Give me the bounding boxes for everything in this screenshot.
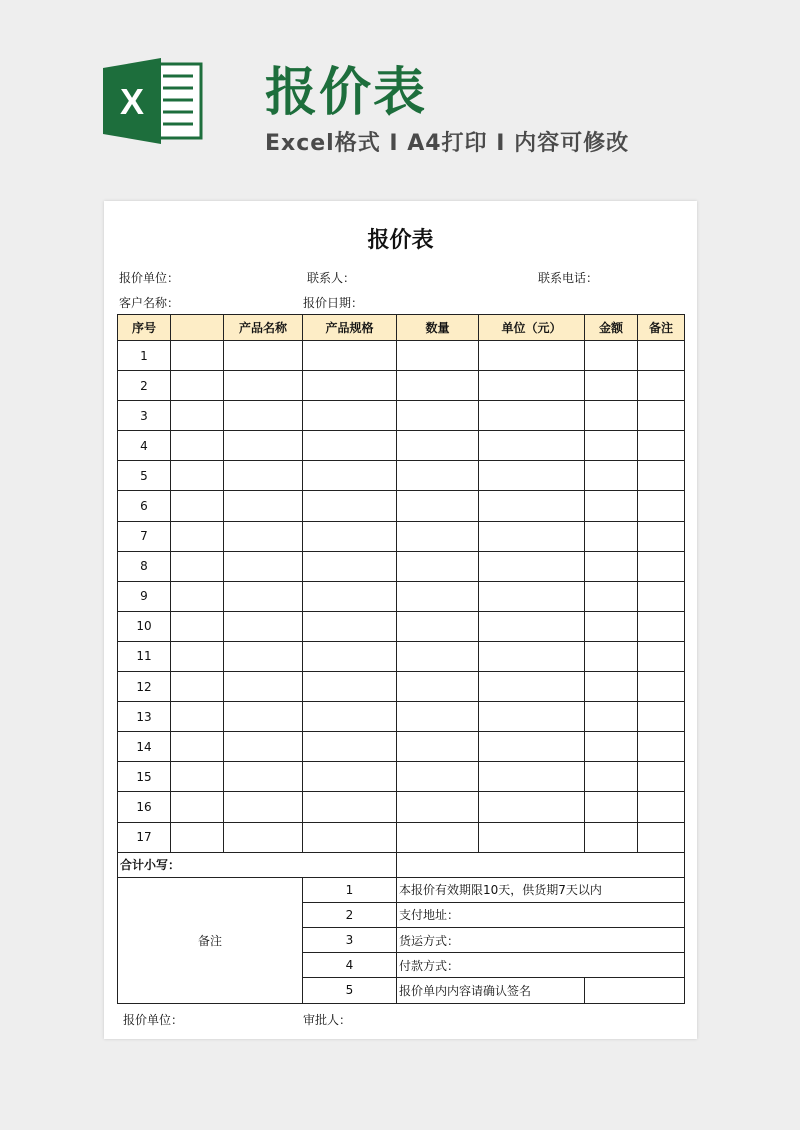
table-cell[interactable] — [479, 521, 585, 551]
table-cell[interactable] — [479, 401, 585, 431]
note-number: 4 — [303, 953, 397, 978]
table-header-row — [118, 315, 685, 341]
col-header-index: 序号 — [118, 315, 171, 341]
table-cell[interactable] — [397, 581, 479, 611]
table-cell[interactable] — [224, 401, 303, 431]
table-cell[interactable] — [638, 641, 685, 671]
col-header-remark: 备注 — [638, 315, 685, 341]
table-cell[interactable] — [171, 491, 224, 521]
col-header-amount: 金额 — [585, 315, 638, 341]
table-cell[interactable] — [479, 792, 585, 822]
row-index: 6 — [118, 491, 171, 521]
sheet-title: 报价表 — [367, 228, 434, 253]
table-cell[interactable] — [638, 461, 685, 491]
row-index: 10 — [118, 611, 171, 641]
row-index: 1 — [118, 341, 171, 371]
quote-date-label: 报价日期： — [303, 296, 364, 310]
remarks-label: 备注 — [118, 877, 303, 1003]
quote-unit-label: 报价单位： — [119, 271, 180, 285]
table-cell[interactable] — [224, 431, 303, 461]
table-cell[interactable] — [303, 401, 397, 431]
table-row — [118, 551, 685, 581]
table-row — [118, 461, 685, 491]
table-cell[interactable] — [585, 581, 638, 611]
table-cell[interactable] — [397, 822, 479, 852]
row-index: 15 — [118, 762, 171, 792]
col-header-quantity: 数量 — [397, 315, 479, 341]
table-cell[interactable] — [171, 581, 224, 611]
table-cell[interactable] — [397, 732, 479, 762]
table-row — [118, 732, 685, 762]
note-text[interactable]: 本报价有效期限10天，供货期7天以内 — [397, 877, 685, 902]
row-index: 16 — [118, 792, 171, 822]
table-cell[interactable] — [479, 461, 585, 491]
signature-cell[interactable] — [585, 978, 685, 1003]
note-text[interactable]: 报价单内内容请确认签名 — [397, 978, 585, 1003]
row-index: 9 — [118, 581, 171, 611]
table-cell[interactable] — [638, 732, 685, 762]
table-cell[interactable] — [303, 521, 397, 551]
table-cell[interactable] — [303, 672, 397, 702]
table-cell[interactable] — [303, 581, 397, 611]
table-cell[interactable] — [638, 611, 685, 641]
table-row — [118, 341, 685, 371]
table-cell[interactable] — [638, 792, 685, 822]
col-header-product-spec: 产品规格 — [303, 315, 397, 341]
table-cell[interactable] — [585, 762, 638, 792]
table-cell[interactable] — [224, 822, 303, 852]
phone-label: 联系电话： — [538, 271, 599, 285]
table-cell[interactable] — [171, 672, 224, 702]
table-cell[interactable] — [224, 371, 303, 401]
table-cell[interactable] — [479, 611, 585, 641]
table-cell[interactable] — [171, 551, 224, 581]
table-cell[interactable] — [585, 491, 638, 521]
table-cell[interactable] — [171, 641, 224, 671]
table-cell[interactable] — [397, 341, 479, 371]
table-cell[interactable] — [303, 702, 397, 732]
table-cell[interactable] — [585, 461, 638, 491]
table-row — [118, 611, 685, 641]
table-cell[interactable] — [303, 822, 397, 852]
table-cell[interactable] — [224, 581, 303, 611]
note-text[interactable]: 付款方式： — [397, 953, 685, 978]
row-index: 8 — [118, 551, 171, 581]
table-cell[interactable] — [479, 431, 585, 461]
summary-value-cell[interactable] — [397, 852, 685, 877]
table-cell[interactable] — [171, 521, 224, 551]
table-cell[interactable] — [303, 792, 397, 822]
table-cell[interactable] — [585, 551, 638, 581]
table-cell[interactable] — [638, 581, 685, 611]
note-number: 3 — [303, 927, 397, 952]
table-row — [118, 792, 685, 822]
table-cell[interactable] — [224, 762, 303, 792]
table-cell[interactable] — [171, 431, 224, 461]
summary-row — [118, 852, 685, 877]
table-cell[interactable] — [171, 611, 224, 641]
customer-label: 客户名称： — [119, 296, 180, 310]
table-cell[interactable] — [585, 431, 638, 461]
footer-quote-unit-label: 报价单位： — [123, 1013, 184, 1027]
table-cell[interactable] — [638, 431, 685, 461]
excel-logo-icon — [103, 58, 203, 144]
table-row — [118, 371, 685, 401]
table-cell[interactable] — [397, 431, 479, 461]
banner-title: 报价表 — [265, 63, 428, 123]
table-cell[interactable] — [397, 641, 479, 671]
banner-subtitle: Excel格式 I A4打印 I 内容可修改 — [265, 131, 630, 156]
table-cell[interactable] — [171, 702, 224, 732]
table-cell[interactable] — [397, 521, 479, 551]
svg-text:X: X — [119, 81, 145, 122]
table-cell[interactable] — [397, 792, 479, 822]
table-cell[interactable] — [171, 461, 224, 491]
table-cell[interactable] — [479, 762, 585, 792]
table-row — [118, 491, 685, 521]
table-cell[interactable] — [397, 491, 479, 521]
table-cell[interactable] — [638, 401, 685, 431]
col-header-unit-price: 单位（元） — [479, 315, 585, 341]
table-cell[interactable] — [585, 341, 638, 371]
table-cell[interactable] — [585, 672, 638, 702]
table-cell[interactable] — [224, 702, 303, 732]
contact-label: 联系人： — [307, 271, 356, 285]
row-index: 7 — [118, 521, 171, 551]
table-cell[interactable] — [638, 491, 685, 521]
table-cell[interactable] — [638, 341, 685, 371]
col-header-product-name: 产品名称 — [224, 315, 303, 341]
note-number: 2 — [303, 902, 397, 927]
table-cell[interactable] — [303, 762, 397, 792]
table-cell[interactable] — [397, 672, 479, 702]
table-cell[interactable] — [585, 371, 638, 401]
table-cell[interactable] — [303, 461, 397, 491]
table-cell[interactable] — [585, 792, 638, 822]
table-cell[interactable] — [171, 732, 224, 762]
table-cell[interactable] — [397, 401, 479, 431]
table-cell[interactable] — [303, 371, 397, 401]
table-cell[interactable] — [303, 611, 397, 641]
table-row — [118, 762, 685, 792]
table-row — [118, 521, 685, 551]
table-cell[interactable] — [224, 611, 303, 641]
table-cell[interactable] — [303, 341, 397, 371]
table-cell[interactable] — [171, 341, 224, 371]
table-cell[interactable] — [224, 641, 303, 671]
row-index: 5 — [118, 461, 171, 491]
table-cell[interactable] — [397, 611, 479, 641]
note-number: 5 — [303, 978, 397, 1003]
approver-label: 审批人： — [303, 1013, 352, 1027]
table-cell[interactable] — [638, 672, 685, 702]
row-index: 14 — [118, 732, 171, 762]
table-cell[interactable] — [479, 371, 585, 401]
table-cell[interactable] — [585, 732, 638, 762]
table-cell[interactable] — [479, 822, 585, 852]
table-cell[interactable] — [224, 792, 303, 822]
row-index: 17 — [118, 822, 171, 852]
table-cell[interactable] — [479, 641, 585, 671]
table-cell[interactable] — [585, 611, 638, 641]
table-cell[interactable] — [224, 341, 303, 371]
table-cell[interactable] — [638, 762, 685, 792]
row-index: 4 — [118, 431, 171, 461]
table-cell[interactable] — [303, 551, 397, 581]
table-cell[interactable] — [397, 371, 479, 401]
note-number: 1 — [303, 877, 397, 902]
table-cell[interactable] — [479, 672, 585, 702]
note-text[interactable]: 支付地址： — [397, 902, 685, 927]
table-row — [118, 641, 685, 671]
table-cell[interactable] — [303, 732, 397, 762]
table-row — [118, 822, 685, 852]
table-cell[interactable] — [638, 702, 685, 732]
table-cell[interactable] — [171, 762, 224, 792]
table-cell[interactable] — [397, 762, 479, 792]
row-index: 11 — [118, 641, 171, 671]
table-cell[interactable] — [303, 431, 397, 461]
table-cell[interactable] — [638, 371, 685, 401]
table-cell[interactable] — [303, 641, 397, 671]
table-cell[interactable] — [479, 341, 585, 371]
table-cell[interactable] — [638, 521, 685, 551]
row-index: 2 — [118, 371, 171, 401]
table-cell[interactable] — [638, 822, 685, 852]
table-cell[interactable] — [224, 491, 303, 521]
note-text[interactable]: 货运方式： — [397, 927, 685, 952]
table-cell[interactable] — [479, 551, 585, 581]
table-cell[interactable] — [397, 702, 479, 732]
table-cell[interactable] — [303, 491, 397, 521]
table-cell[interactable] — [171, 371, 224, 401]
table-cell[interactable] — [585, 401, 638, 431]
table-cell[interactable] — [585, 822, 638, 852]
col-header-blank — [171, 315, 224, 341]
table-cell[interactable] — [224, 672, 303, 702]
row-index: 3 — [118, 401, 171, 431]
table-row — [118, 401, 685, 431]
table-row — [118, 702, 685, 732]
table-cell[interactable] — [479, 732, 585, 762]
table-cell[interactable] — [585, 702, 638, 732]
table-row — [118, 431, 685, 461]
quote-table — [117, 314, 685, 1004]
note-row — [118, 877, 685, 902]
table-row — [118, 581, 685, 611]
table-cell[interactable] — [171, 822, 224, 852]
summary-label: 合计小写： — [118, 852, 397, 877]
table-cell[interactable] — [171, 401, 224, 431]
table-cell[interactable] — [224, 551, 303, 581]
row-index: 13 — [118, 702, 171, 732]
table-cell[interactable] — [171, 792, 224, 822]
table-cell[interactable] — [224, 521, 303, 551]
row-index: 12 — [118, 672, 171, 702]
table-cell[interactable] — [224, 732, 303, 762]
table-cell[interactable] — [638, 551, 685, 581]
table-cell[interactable] — [479, 491, 585, 521]
quote-sheet — [104, 201, 697, 1039]
table-cell[interactable] — [397, 461, 479, 491]
table-cell[interactable] — [585, 641, 638, 671]
table-cell[interactable] — [479, 702, 585, 732]
table-cell[interactable] — [397, 551, 479, 581]
table-row — [118, 672, 685, 702]
table-cell[interactable] — [585, 521, 638, 551]
table-cell[interactable] — [479, 581, 585, 611]
table-cell[interactable] — [224, 461, 303, 491]
